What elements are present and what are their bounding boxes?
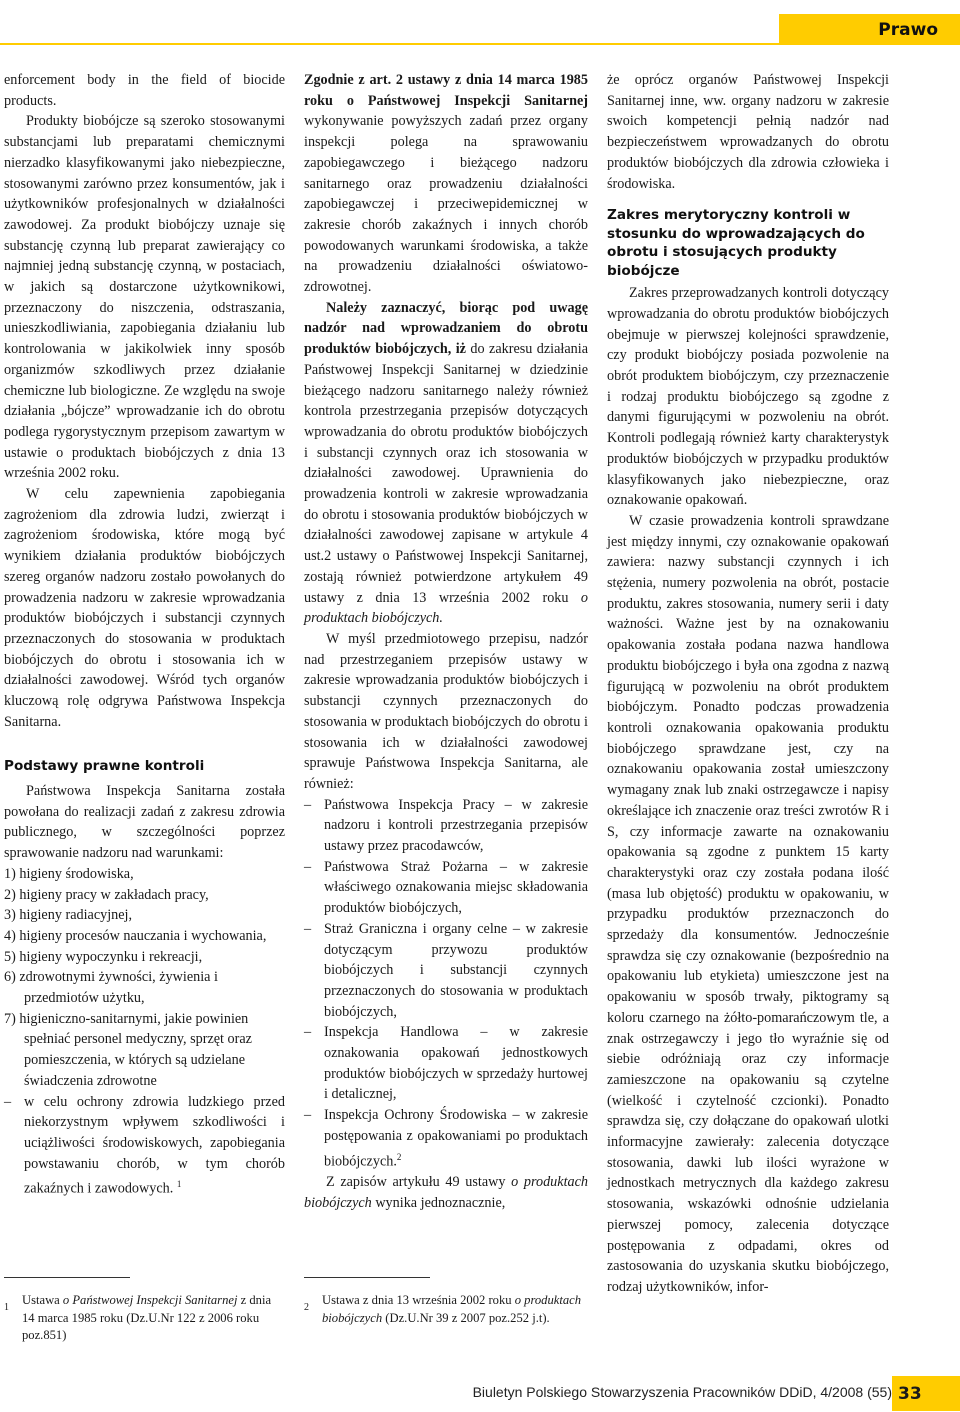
col2-text: wykonywanie powyższych zadań przez organy inspekcji polega na sprawowaniu zapobiegawczego i bieżącego nadzoru sanitarnego oraz prowadzeniu działalności zapobiegawczej i przeciwepidemicznej w zakresie chorób zakaźnych i innych chorób powodowanych warunkami środowiska, a także na prowadzeniu działalności oświatowo-zdrowotnej. [304, 113, 588, 296]
column-2 [304, 70, 588, 1213]
col2-bold-lead: Należy zaznaczyć, biorąc pod uwagę nadzór nad wprowadzaniem do obrotu produktów biobójczych, iż [304, 299, 588, 358]
conditions-list [4, 864, 285, 1092]
col2-text: wynika jednoznacznie, [371, 1194, 506, 1211]
col2-paragraph-2 [304, 298, 588, 629]
footnote-ref-1: 1 [176, 1179, 182, 1190]
footnote-text [304, 1292, 588, 1327]
dash-item: – Straż Graniczna i organy celne – w zakresie dotyczącym przywozu produktów biobójczych i substancji czynnych przeznaczonych do stosowania w produktach biobójczych, [304, 919, 588, 1023]
col2-italic: o produktach biobójczych [304, 1174, 588, 1211]
dash-item: – Inspekcja Handlowa – w zakresie oznakowania opakowań jednostkowych produktów biobójczych w sprzedaży hurtowej i detalicznej, [304, 1022, 588, 1105]
footnote-text-part: Ustawa z dnia 13 września 2002 roku [322, 1293, 515, 1307]
footnote-italic: o Państwowej Inspekcji Sanitarnej [62, 1293, 238, 1307]
footnote-rule [4, 1277, 130, 1278]
col3-paragraph-2: Zakres przeprowadzanych kontroli dotyczący wprowadzania do obrotu produktów biobójczych obejmuje w pierwszej kolejności sprawdzenie, czy produkt biobójczy posiada pozwolenie na obrót produktem biobójczym, czy przeznaczenie i rodzaj produktu biobójczego są zgodne z danymi figurującymi w pozwoleniu na obrót. Kontroli podlegają również karty charakterystyk produktów biobójczych w przypadku produktów klasyfikowanych jako niebezpieczne, oraz oznakowanie opakowań. [607, 285, 889, 509]
list-item: 2) higieny pracy w zakładach pracy, [4, 886, 209, 903]
col3-paragraph-3: W czasie prowadzenia kontroli sprawdzane jest między innymi, czy oznakowanie opakowań zawiera: nazwy substancji czynnych i ich stężenia, numery pozwolenia na obrót, postacie produktu, zakres stosowania, numery serii i daty ważności. Ważne jest by na oznakowaniu opakowania została podana nazwa handlowa produktu biobójczego i była ona zgodna z nazwą figurującą w pozwoleniu na obrót produktem biobójczym. Ponadto podczas prowadzenia kontroli oznakowania opakowania produktu biobójczego sprawdzane jest, czy na oznakowaniu opakowania został umieszczony wymagany znak lub znaki ostrzegawcze i napisy określające ich znaczenie oraz treści zwrotów R i S, czy informacje zawarte na oznakowaniu opakowania są zgodne z punktem 15 karty charakterystyki oraz czy została podana ilość (masa lub objętość) produktu w opakowaniu, w przypadku produktów przeznaczonch do sprzedaży dla konsumentów. Jednocześnie sprawdza się czy oznakowanie (bezpośrednio na opakowaniu lub etykieta) umieszczone jest na opakowaniu w sposób trwały, piktogramy są koloru czarnego na żółto-pomarańczowym tle, a znak ostrzegawczy i jego tło wyraźnie się od siebie odróżniają oraz czy informacje zamieszczone na opakowaniu są czytelne (wielkość i czytelność czcionki). Ponadto sprawdza się, czy dołączane do opakowań ulotki informacyjne zawierały: zalecenia dotyczące stosowania, dawki lub ilości wyrażone w jednostkach metrycznych dla każdego zakresu stosowania, wskazówki odnośnie udzielania pierwszej pomocy, zalecenia dotyczące postępowania z odpadami, okres od zastosowania do uzyskania skutku biobójczego, rodzaj użytkowników, infor- [607, 512, 889, 1295]
journal-footer: Biuletyn Polskiego Stowarzyszenia Pracowników DDiD, 4/2008 (55) [472, 1384, 892, 1400]
list-item: 4) higieny procesów nauczania i wychowania, [4, 927, 267, 944]
footnote-text-part: z dnia 14 marca 1985 roku (Dz.U.Nr 122 z 2006 roku poz.851) [22, 1293, 272, 1342]
col1-paragraph-3: W celu zapewnienia zapobiegania zagrożeniom dla zdrowia ludzi, zwierząt i zagrożeniom środowiska, które mogą być wynikiem działania produktów biobójczych szereg organów nadzoru zostało powołanych do prowadzenia nadzoru w zakresie wprowadzania produktów biobójczych i substancji czynnych przeznaczonych do stosowania w produktach biobójczych do obrotu i stosowania ich w działalności zawodowej. Wśród tych organów kluczową rolę odgrywa Państwowa Inspekcja Sanitarna. [4, 486, 285, 730]
dash-list-col1 [4, 1092, 285, 1200]
footnote-italic: o produktach biobójczych [322, 1293, 582, 1325]
column-1 [4, 70, 285, 1200]
col2-paragraph-3: W myśl przedmiotowego przepisu, nadzór nad przestrzeganiem przepisów ustawy w zakresie wprowadzania produktów biobójczych i substancji czynnych przeznaczonych do stosowania w produktach biobójczych do obrotu i stosowania ich w działalności zawodowej sprawuje Państwowa Inspekcja Sanitarna, ale również: [304, 630, 588, 792]
col3-paragraph-1: że oprócz organów Państwowej Inspekcji Sanitarnej inne, ww. organy nadzoru w zakresie swoich kompetencji pełnią nadzór nad bezpieczeństwem wprowadzanych do obrotu produktów biobójczych dla zdrowia człowieka i środowiska. [607, 72, 889, 192]
section-label: Prawo [878, 20, 938, 40]
footnote-text [4, 1292, 285, 1345]
dash-item-text: w celu ochrony zdrowia ludzkiego przed niekorzystnym wpływem szkodliwości i uciążliwości środowiskowych, zapobiegania powstawaniu chorób, w tym chorób zakaźnych i zawodowych. [24, 1093, 285, 1198]
dash-list-col2 [304, 795, 588, 1172]
dash-item-text: Inspekcja Ochrony Środowiska – w zakresie postępowania z opakowaniami po produktach biobójczych. [324, 1107, 588, 1170]
list-item: 7) higieniczno-sanitarnymi, jakie powinien spełniać personel medyczny, sprzęt oraz pomieszczenia, w których są udzielane świadczenia zdrowotne [4, 1010, 252, 1089]
col1-paragraph-4: Państwowa Inspekcja Sanitarna została powołana do realizacji zadań z zakresu zdrowia publicznego, w szczególności poprzez sprawowanie nadzoru nad warunkami: [4, 783, 285, 862]
list-item: 5) higieny wypoczynku i rekreacji, [4, 948, 203, 965]
dash-item: – Państwowa Inspekcja Pracy – w zakresie nadzoru i kontroli przestrzegania przepisów ustawy przez pracodawców, [304, 795, 588, 857]
list-item: 3) higieny radiacyjnej, [4, 907, 133, 924]
list-item: 1) higieny środowiska, [4, 865, 134, 882]
footnote-ref-2: 2 [396, 1151, 402, 1162]
col1-paragraph-1: enforcement body in the field of biocide products. [4, 72, 285, 109]
section-tab [779, 14, 960, 44]
footnote-number: 1 [4, 1302, 9, 1313]
col2-text: do zakresu działania Państwowej Inspekcji Sanitarnej w dziedzinie bieżącego nadzoru sanitarnego należy również kontrola przestrzegania przepisów dotyczących wprowadzania do obrotu produktów biobójczych i substancji czynnych oraz ich stosowania w działalności zawodowej. Uprawnienia do prowadzenia kontroli w zakresie wprowadzania do obrotu i stosowania produktów biobójczych w działalności zawodowej zapisane w artykule 4 ust.2 ustawy o Państwowej Inspekcji Sanitarnej, zostają również potwierdzone artykułem 49 ustawy z dnia 13 września 2002 roku [304, 341, 588, 606]
column-3 [607, 70, 889, 1298]
footnote-text-part: (Dz.U.Nr 39 z 2007 poz.252 j.t). [382, 1310, 550, 1325]
footnote-rule [304, 1277, 430, 1278]
footnote-1 [4, 1277, 285, 1345]
col2-paragraph-4 [304, 1172, 588, 1213]
section-heading-scope: Zakres merytoryczny kontroli w stosunku do wprowadzających do obrotu i stosujących produkty biobójcze [607, 207, 865, 279]
footnote-text-part: Ustawa [22, 1293, 63, 1307]
dash-item: – Państwowa Straż Pożarna – w zakresie właściwego oznakowania miejsc składowania produktów biobójczych, [304, 857, 588, 919]
dash-item [4, 1092, 285, 1200]
page-number: 33 [892, 1376, 960, 1411]
col2-text: Z zapisów artykułu 49 ustawy [326, 1174, 512, 1190]
col2-paragraph-1 [304, 70, 588, 298]
col2-italic: o produktach biobójczych. [304, 589, 588, 627]
list-item: 6) zdrowotnymi żywności, żywienia i przedmiotów użytku, [4, 969, 218, 1007]
col2-bold-lead: Zgodnie z art. 2 ustawy z dnia 14 marca 1985 roku o Państwowej Inspekcji Sanitarnej [304, 72, 588, 109]
footnote-number: 2 [304, 1302, 309, 1313]
col1-paragraph-2: Produkty biobójcze są szeroko stosowanymi substancjami lub preparatami chemicznymi nierzadko klasyfikowanymi jako niebezpieczne, stosowanymi zarówno przez konsumentów, jak i użytkowników profesjonalnych w działalności zawodowej. Za produkt biobójczy uznaje się substancję czynną lub preparat zawierający co najmniej jedną substancję czynną, w postaciach, w jakich są dostarczone użytkownikowi, przeznaczony do niszczenia, odstraszania, unieszkodliwiania, zapobiegania działaniu lub kontrolowania w jakikolwiek inny sposób organizmów szkodliwych przez działanie chemiczne lub biologiczne. Ze względu na swoje działania „bójcze” wprowadzanie ich do obrotu podlega rygorystycznym przepisom zawartym w ustawie o produktach biobójczych z dnia 13 września 2002 roku. [4, 113, 285, 482]
dash-item [304, 1105, 588, 1172]
section-heading-legal-basis: Podstawy prawne kontroli [4, 757, 205, 774]
header-rule [0, 43, 960, 45]
footnote-2 [304, 1277, 588, 1327]
